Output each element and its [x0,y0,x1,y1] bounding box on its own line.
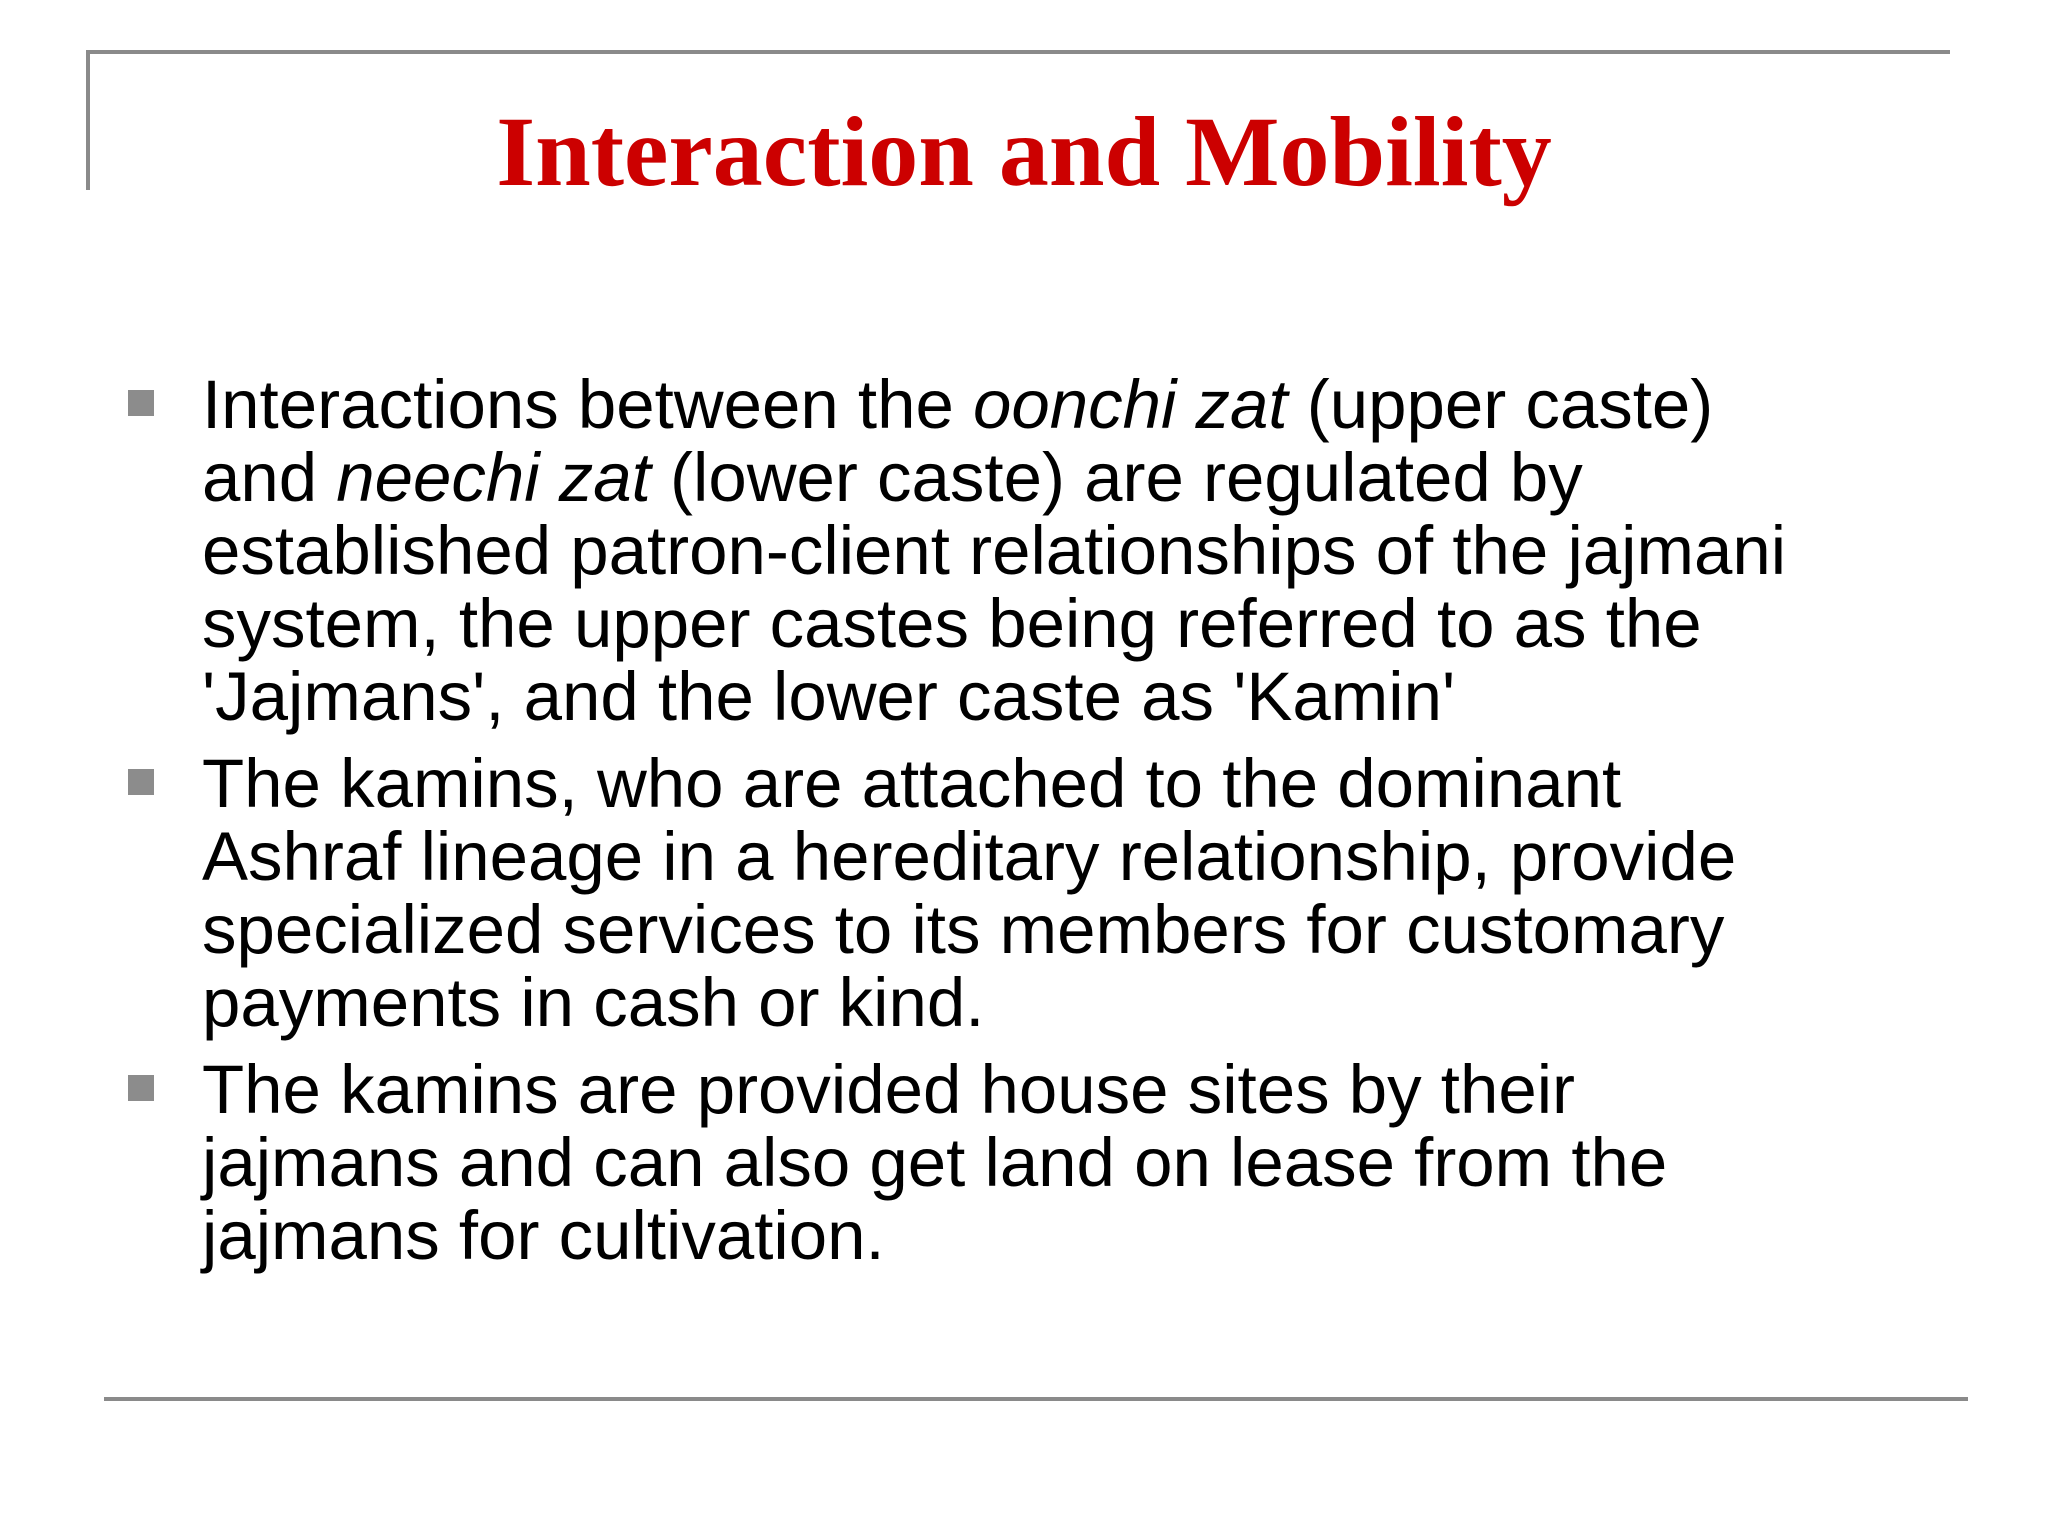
bullet-3-line-1: The kamins are provided house sites by their [202,1051,1576,1128]
bullet-text-2 [202,747,1982,1039]
square-bullet-icon [128,1075,154,1101]
slide-title: Interaction and Mobility [496,96,1552,207]
bullet-2-line-1: The kamins, who are attached to the dominant [202,745,1622,822]
bullet-1-line-4: system, the upper castes being referred to as the [202,585,1702,662]
bullet-1-line-1-start: Interactions between the [202,366,973,443]
bullet-2-line-2: Ashraf lineage in a hereditary relationship, provide [202,818,1737,895]
bullet-1-line-2-end: (lower caste) are regulated by [650,439,1583,516]
bullet-1-line-5: 'Jajmans', and the lower caste as 'Kamin' [202,658,1456,735]
bullet-list [0,368,2048,1286]
bullet-1-line-3: established patron-client relationships of the jajmani [202,512,1787,589]
bullet-1-term-oonchi-zat: oonchi zat [973,366,1288,443]
square-bullet-icon [128,769,154,795]
bullet-item-2 [0,747,2048,1039]
bullet-item-3 [0,1053,2048,1272]
bullet-2-line-4: payments in cash or kind. [202,964,985,1041]
bullet-text-3 [202,1053,1982,1272]
bullet-3-line-3: jajmans for cultivation. [202,1197,885,1274]
square-bullet-icon [128,390,154,416]
bullet-item-1 [0,368,2048,733]
bullet-text-1 [202,368,1982,733]
bullet-1-line-2-start: and [202,439,337,516]
bullet-3-line-2: jajmans and can also get land on lease from the [202,1124,1668,1201]
frame-top-line [86,50,1950,54]
frame-bottom-line [104,1397,1968,1401]
bullet-2-line-3: specialized services to its members for customary [202,891,1725,968]
bullet-1-term-neechi-zat: neechi zat [336,439,651,516]
bullet-1-line-1-end: (upper caste) [1287,366,1714,443]
